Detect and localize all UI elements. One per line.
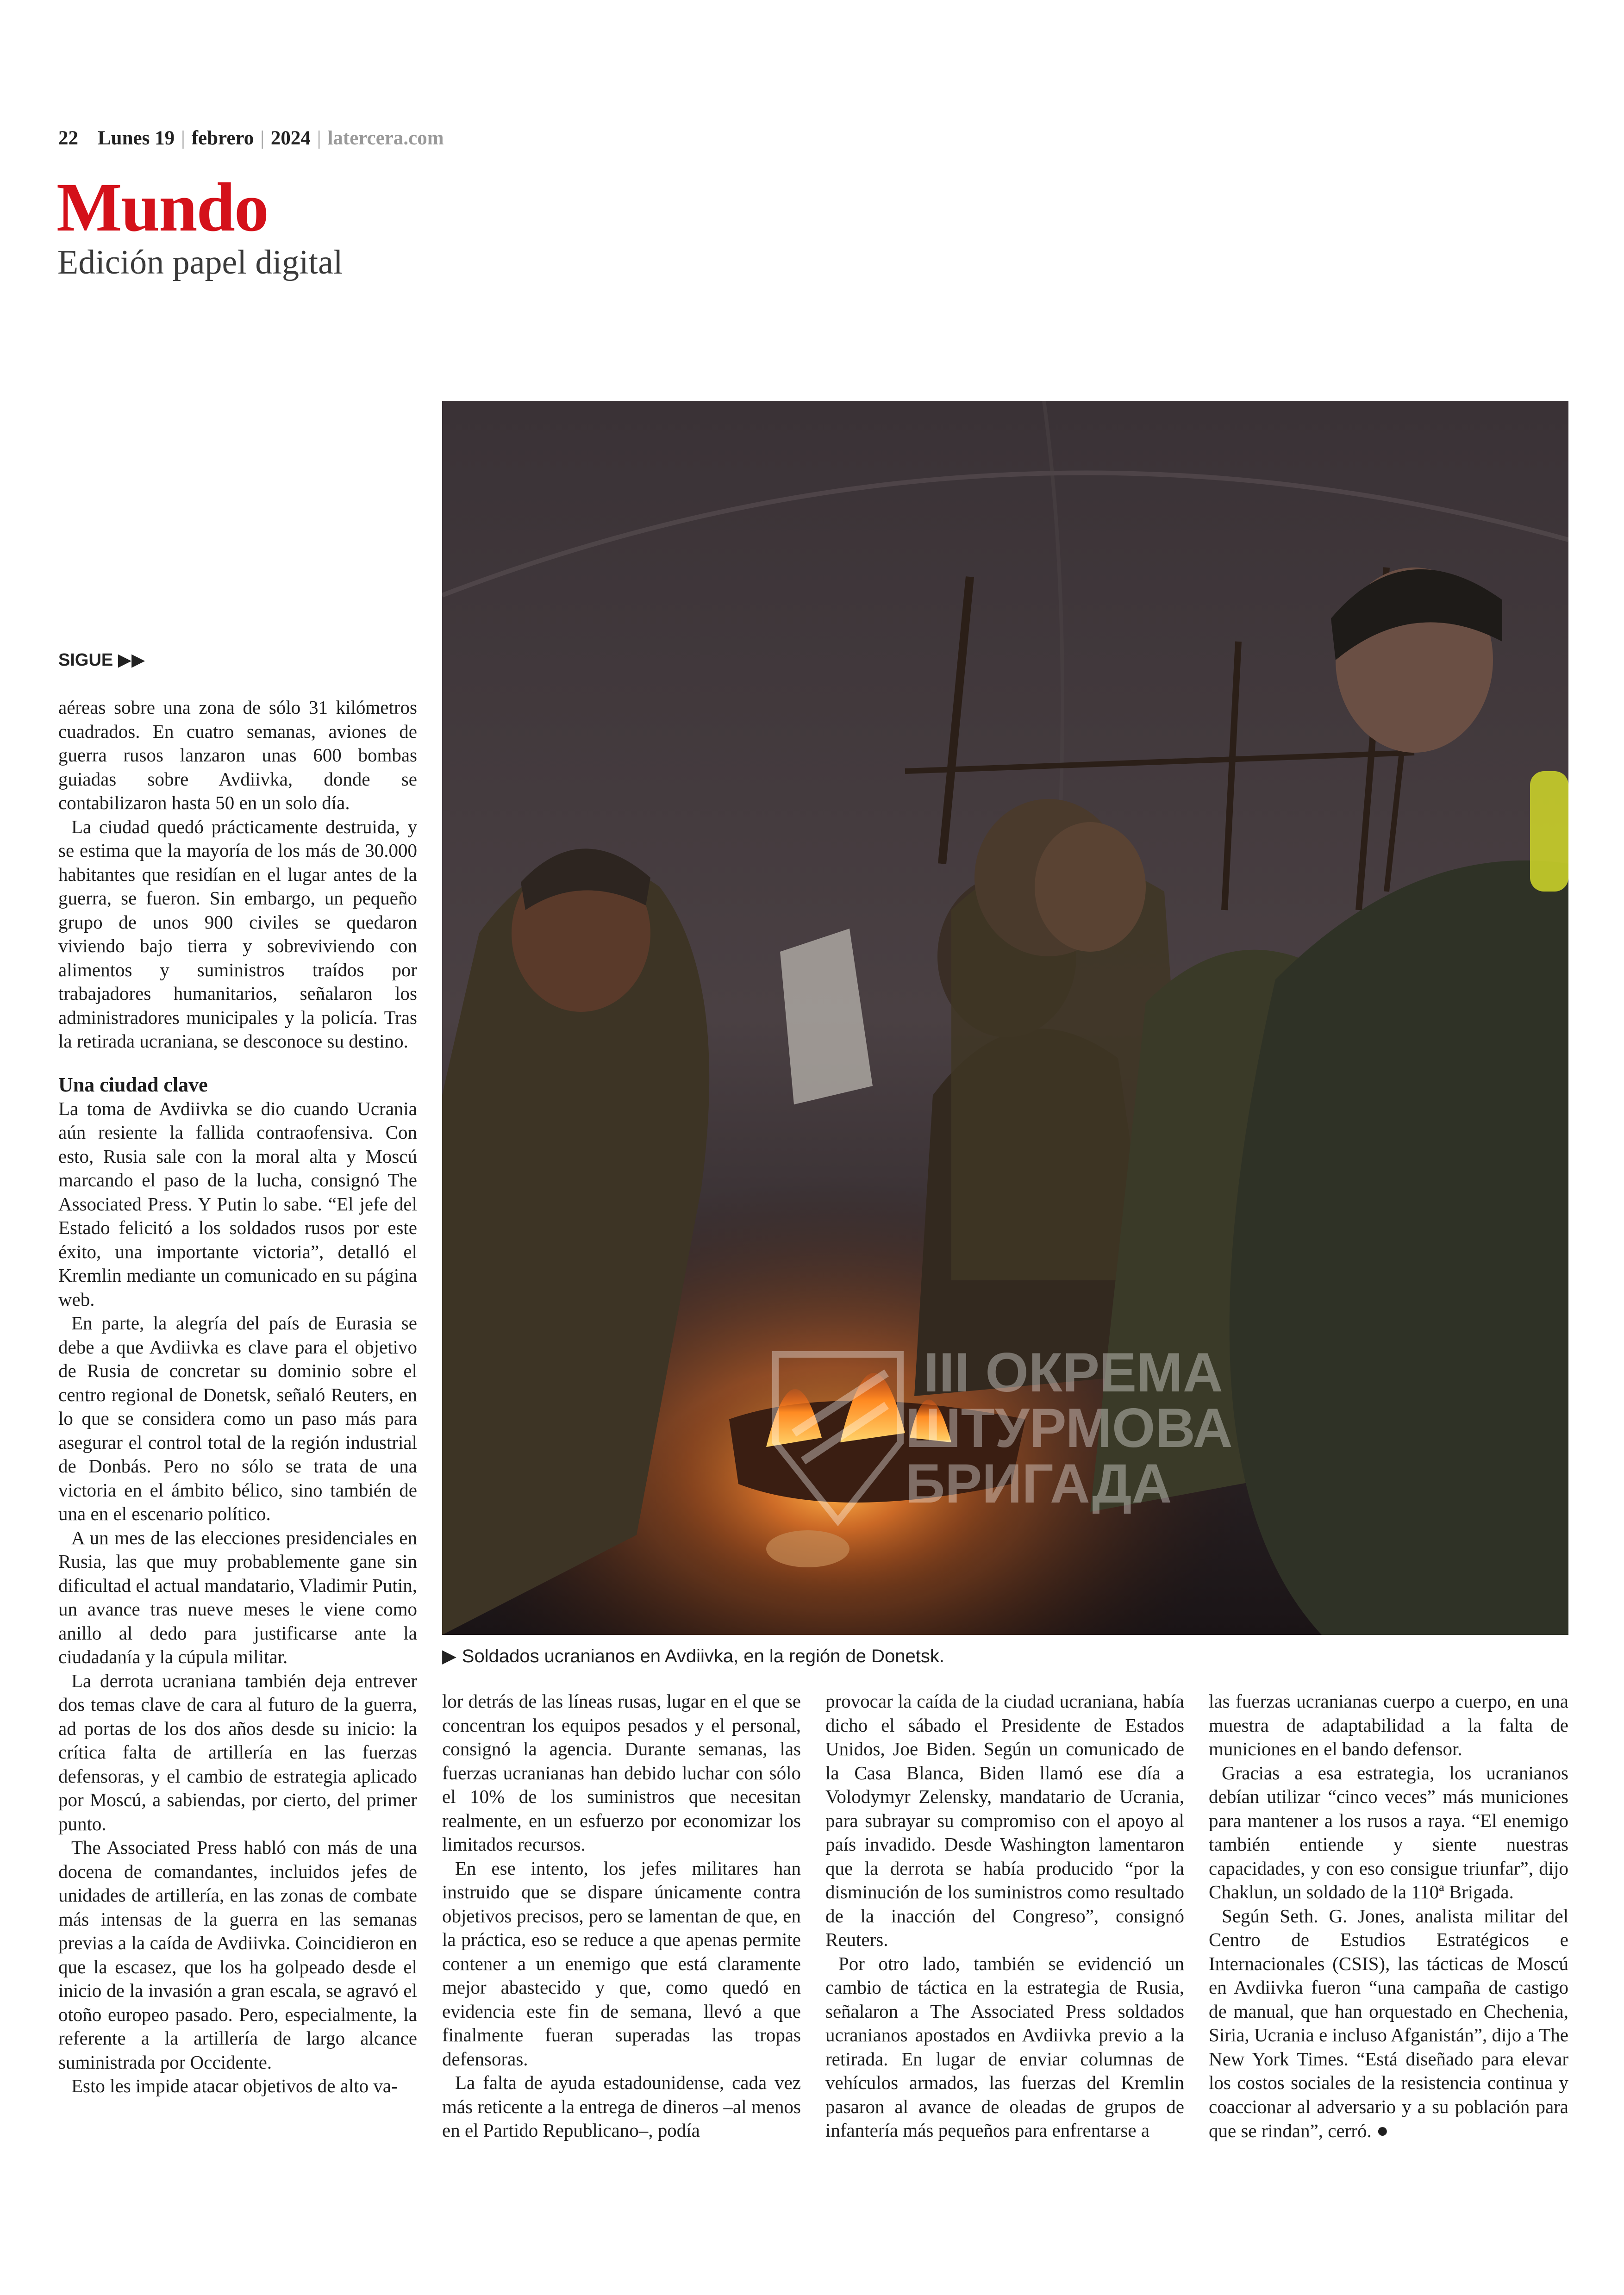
paragraph: Por otro lado, también se evidenció un cambio de táctica en la estrategia de Rusia, señalaron a The Associated Press soldados ucranianos apostados en Avdiivka previo a la retirada. En lugar de enviar columnas de vehículos armados, las fuerzas del Kremlin pasaron al avance de oleadas de grupos de infantería más pequeños para enfrentarse a — [825, 1952, 1184, 2141]
page-number: 22 — [58, 127, 78, 149]
end-mark-icon: ● — [1376, 2119, 1389, 2142]
paragraph: En ese intento, los jefes militares han instruido que se dispare únicamente contra objetivos precisos, pero se lamentan de que, en la práctica, eso se reduce a que apenas permite contener a un enemigo que está claramente mejor abastecido y que, como quedó en evidencia este fin de semana, llevó a que finalmente fueran superadas las tropas defensoras. — [442, 1857, 801, 2070]
article-column-1 — [58, 696, 417, 2098]
paragraph: La toma de Avdiivka se dio cuando Ucrania aún resiente la fallida contraofensiva. Con esto, Rusia sale con la moral alta y Moscú marcando el paso de la lucha, consignó The Associated Press. Y Putin lo sabe. “El jefe del Estado felicitó a los soldados rusos por este éxito, una importante victoria”, detalló el Kremlin mediante un comunicado en su página web. — [58, 1098, 417, 1310]
paragraph: Esto les impide atacar objetivos de alto va- — [71, 2075, 398, 2096]
paragraph: La ciudad quedó prácticamente destruida, y se estima que la mayoría de los más de 30.000 habitantes que residían en el lugar antes de la guerra, se fueron. Sin embargo, un pequeño grupo de unos 900 civiles se quedaron viviendo bajo tierra y sobreviviendo con alimentos y suministros traídos por trabajadores humanitarios, señalaron los administradores municipales y la policía. Tras la retirada ucraniana, se desconoce su destino. — [58, 816, 417, 1052]
photo-caption — [442, 1642, 1568, 1670]
photo-illustration — [442, 401, 1568, 1635]
folio-date-day: Lunes 19 — [98, 127, 175, 149]
article-column-2 — [442, 1690, 801, 2143]
subheading: Una ciudad clave — [58, 1073, 208, 1096]
folio-separator: | — [260, 127, 264, 149]
article-photo — [442, 401, 1568, 1635]
continuation-kicker: SIGUE ▶▶ — [58, 650, 145, 670]
section-title: Mundo — [56, 169, 268, 246]
caption-text: Soldados ucranianos en Avdiivka, en la región de Donetsk. — [462, 1646, 944, 1666]
folio-date-year: 2024 — [270, 127, 311, 149]
paragraph: aéreas sobre una zona de sólo 31 kilómetros cuadrados. En cuatro semanas, aviones de guerra rusos lanzaron unas 600 bombas guiadas sobre Avdiivka, donde se contabilizaron hasta 50 en un solo día. — [58, 697, 417, 813]
paragraph — [1209, 1904, 1568, 2143]
folio — [58, 124, 444, 152]
paragraph: lor detrás de las líneas rusas, lugar en el que se concentran los equipos pesados y el personal, consignó la agencia. Durante semanas, las fuerzas ucranianas han debido luchar con sólo el 10% de los suministros que necesitan realmente, en un esfuerzo por economizar los limitados recursos. — [442, 1690, 801, 1855]
paragraph: A un mes de las elecciones presidenciales en Rusia, las que muy probablemente gane sin dificultad el actual mandatario, Vladimir Putin, un avance tras nueve meses le viene como anillo al dedo para justificarse ante la ciudadanía y la cúpula militar. — [58, 1527, 417, 1667]
article-column-3 — [825, 1690, 1184, 2143]
folio-separator: | — [317, 127, 321, 149]
caption-arrow-icon: ▶ — [442, 1646, 456, 1666]
folio-date-month: febrero — [191, 127, 254, 149]
paragraph: La falta de ayuda estadounidense, cada vez más reticente a la entrega de dineros –al menos en el Partido Republicano–, podía — [442, 2072, 801, 2141]
paragraph: La derrota ucraniana también deja entrever dos temas clave de cara al futuro de la guerra, ad portas de los dos años desde su inicio: la crítica falta de artillería en las fuerzas defensoras, y el cambio de estrategia aplicado por Moscú, a sabiendas, por cierto, del primer punto. — [58, 1670, 417, 1834]
paragraph: las fuerzas ucranianas cuerpo a cuerpo, en una muestra de adaptabilidad a la falta de municiones en el bando defensor. — [1209, 1690, 1568, 1759]
section-subtitle: Edición papel digital — [57, 243, 343, 281]
paragraph-text: Según Seth. G. Jones, analista militar del Centro de Estudios Estratégicos e Internacionales (CSIS), las tácticas de Moscú en Avdiivka fueron “una campaña de castigo de manual, que han orquestado en Chechenia, Siria, Ucrania e incluso Afganistán”, dijo a The New York Times. “Está diseñado para elevar los costos sociales de la resistencia continua y coaccionar al adversario y a su población para que se rindan”, cerró. — [1209, 1905, 1568, 2141]
watermark-line-1: III ОКРЕМА — [924, 1341, 1223, 1403]
paragraph: Gracias a esa estrategia, los ucranianos debían utilizar “cinco veces” más municiones para mantener a los rusos a raya. “El enemigo también entiende y siente nuestras capacidades, y con eso consigue triunfar”, dijo Chaklun, un soldado de la 110ª Brigada. — [1209, 1762, 1568, 1902]
paragraph: The Associated Press habló con más de una docena de comandantes, incluidos jefes de unidades de artillería, en las zonas de combate más intensas de la guerra en las semanas previas a la caída de Avdiivka. Coincidieron en que la escasez, que los ha golpeado desde el inicio de la invasión a gran escala, se agravó el otoño europeo pasado. Pero, especialmente, la referente a la artillería de largo alcance suministrada por Occidente. — [58, 1837, 417, 2073]
article-column-4 — [1209, 1690, 1568, 2143]
folio-separator: | — [181, 127, 185, 149]
folio-site: latercera.com — [327, 127, 444, 149]
paragraph: provocar la caída de la ciudad ucraniana, había dicho el sábado el Presidente de Estados Unidos, Joe Biden. Según un comunicado de la Casa Blanca, Biden llamó ese día a Volodymyr Zelensky, mandatario de Ucrania, para subrayar su compromiso con el apoyo al país invadido. Desde Washington lamentaron que la derrota se había producido “por la disminución de los suministros como resultado de la inacción del Congreso”, consignó Reuters. — [825, 1690, 1184, 1950]
watermark-line-3: БРИГАДА — [905, 1453, 1172, 1515]
watermark-line-2: ШТУРМОВА — [905, 1397, 1233, 1459]
paragraph: En parte, la alegría del país de Eurasia se debe a que Avdiivka es clave para el objetivo de Rusia de concretar su dominio sobre el centro regional de Donetsk, señaló Reuters, en lo que se considera como un paso más para asegurar el control total de la región industrial de Donbás. Pero no sólo se trata de una victoria en el ámbito bélico, sino también de una en el escenario político. — [58, 1312, 417, 1524]
